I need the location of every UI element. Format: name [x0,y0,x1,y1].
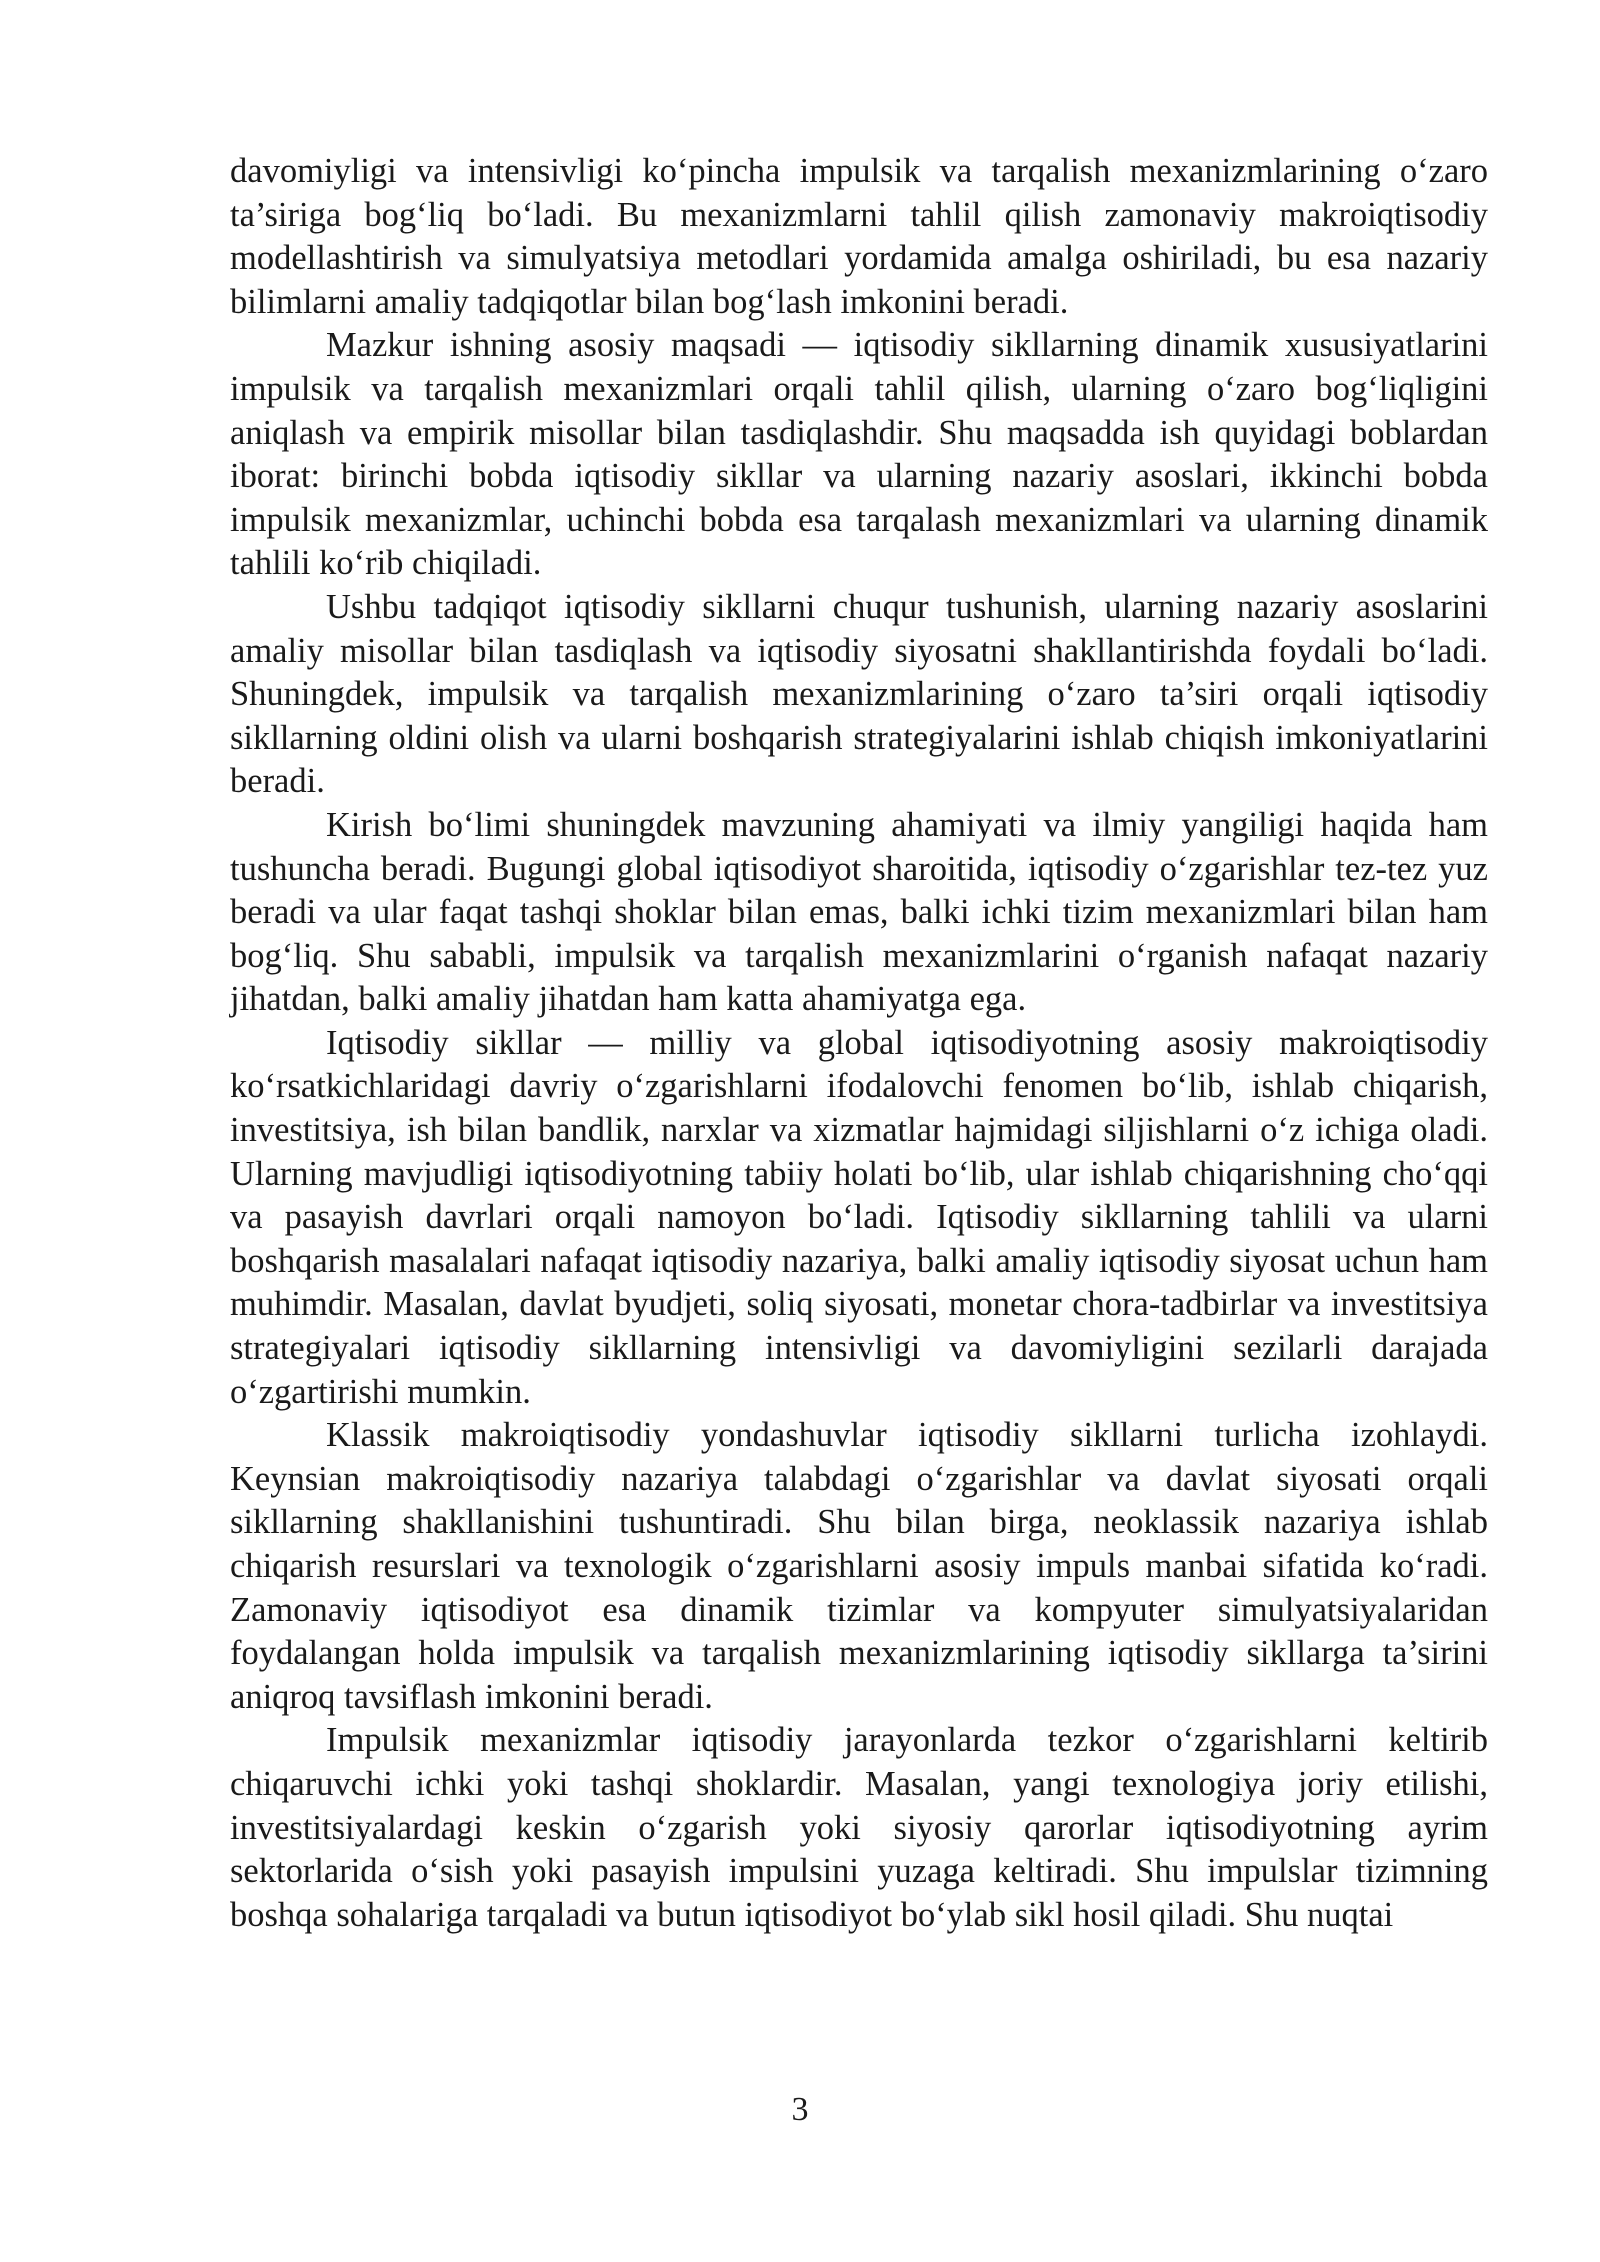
body-text [230,150,1488,1937]
paragraph-continuation: davomiyligi va intensivligi ko‘pincha impulsik va tarqalish mexanizmlarining o‘zaro ta’siriga bog‘liq bo‘ladi. Bu mexanizmlarni tahlil qilish zamonaviy makroiqtisodiy modellashtirish va simulyatsiya metodlari yordamida amalga oshiriladi, bu esa nazariy bilimlarni amaliy tadqiqotlar bilan bog‘lash imkonini beradi. [230,152,1488,321]
paragraph: Klassik makroiqtisodiy yondashuvlar iqtisodiy sikllarni turlicha izohlaydi. Keynsian makroiqtisodiy nazariya talabdagi o‘zgarishlar va davlat siyosati orqali sikllarning shakllanishini tushuntiradi. Shu bilan birga, neoklassik nazariya ishlab chiqarish resurslari va texnologik o‘zgarishlarni asosiy impuls manbai sifatida ko‘radi. Zamonaviy iqtisodiyot esa dinamik tizimlar va kompyuter simulyatsiyalaridan foydalangan holda impulsik va tarqalish mexanizmlarining iqtisodiy sikllarga ta’sirini aniqroq tavsiflash imkonini beradi. [230,1416,1488,1716]
paragraph: Impulsik mexanizmlar iqtisodiy jarayonlarda tezkor o‘zgarishlarni keltirib chiqaruvchi ichki yoki tashqi shoklardir. Masalan, yangi texnologiya joriy etilishi, investitsiyalardagi keskin o‘zgarish yoki siyosiy qarorlar iqtisodiyotning ayrim sektorlarida o‘sish yoki pasayish impulsini yuzaga keltiradi. Shu impulslar tizimning boshqa sohalariga tarqaladi va butun iqtisodiyot bo‘ylab sikl hosil qiladi. Shu nuqtai [230,1721,1488,1934]
paragraph: Iqtisodiy sikllar — milliy va global iqtisodiyotning asosiy makroiqtisodiy ko‘rsatkichlaridagi davriy o‘zgarishlarni ifodalovchi fenomen bo‘lib, ishlab chiqarish, investitsiya, ish bilan bandlik, narxlar va xizmatlar hajmidagi siljishlarni o‘z ichiga oladi. Ularning mavjudligi iqtisodiyotning tabiiy holati bo‘lib, ular ishlab chiqarishning cho‘qqi va pasayish davrlari orqali namoyon bo‘ladi. Iqtisodiy sikllarning tahlili va ularni boshqarish masalalari nafaqat iqtisodiy nazariya, balki amaliy iqtisodiy siyosat uchun ham muhimdir. Masalan, davlat byudjeti, soliq siyosati, monetar chora-tadbirlar va investitsiya strategiyalari iqtisodiy sikllarning intensivligi va davomiyligini sezilarli darajada o‘zgartirishi mumkin. [230,1023,1488,1411]
paragraph: Ushbu tadqiqot iqtisodiy sikllarni chuqur tushunish, ularning nazariy asoslarini amaliy misollar bilan tasdiqlash va iqtisodiy siyosatni shakllantirishda foydali bo‘ladi. Shuningdek, impulsik va tarqalish mexanizmlarining o‘zaro ta’siri orqali iqtisodiy sikllarning oldini olish va ularni boshqarish strategiyalarini ishlab chiqish imkoniyatlarini beradi. [230,587,1488,801]
paragraph: Mazkur ishning asosiy maqsadi — iqtisodiy sikllarning dinamik xususiyatlarini impulsik va tarqalish mexanizmlari orqali tahlil qilish, ularning o‘zaro bog‘liqligini aniqlash va empirik misollar bilan tasdiqlashdir. Shu maqsadda ish quyidagi boblardan iborat: birinchi bobda iqtisodiy sikllar va ularning nazariy asoslari, ikkinchi bobda impulsik mexanizmlar, uchinchi bobda esa tarqalash mexanizmlari va ularning dinamik tahlili ko‘rib chiqiladi. [230,326,1488,583]
paragraph: Kirish bo‘limi shuningdek mavzuning ahamiyati va ilmiy yangiligi haqida ham tushuncha beradi. Bugungi global iqtisodiyot sharoitida, iqtisodiy o‘zgarishlar tez-tez yuz beradi va ular faqat tashqi shoklar bilan emas, balki ichki tizim mexanizmlari bilan ham bog‘liq. Shu sababli, impulsik va tarqalish mexanizmlarini o‘rganish nafaqat nazariy jihatdan, balki amaliy jihatdan ham katta ahamiyatga ega. [230,805,1488,1019]
page-number: 3 [791,2091,809,2128]
